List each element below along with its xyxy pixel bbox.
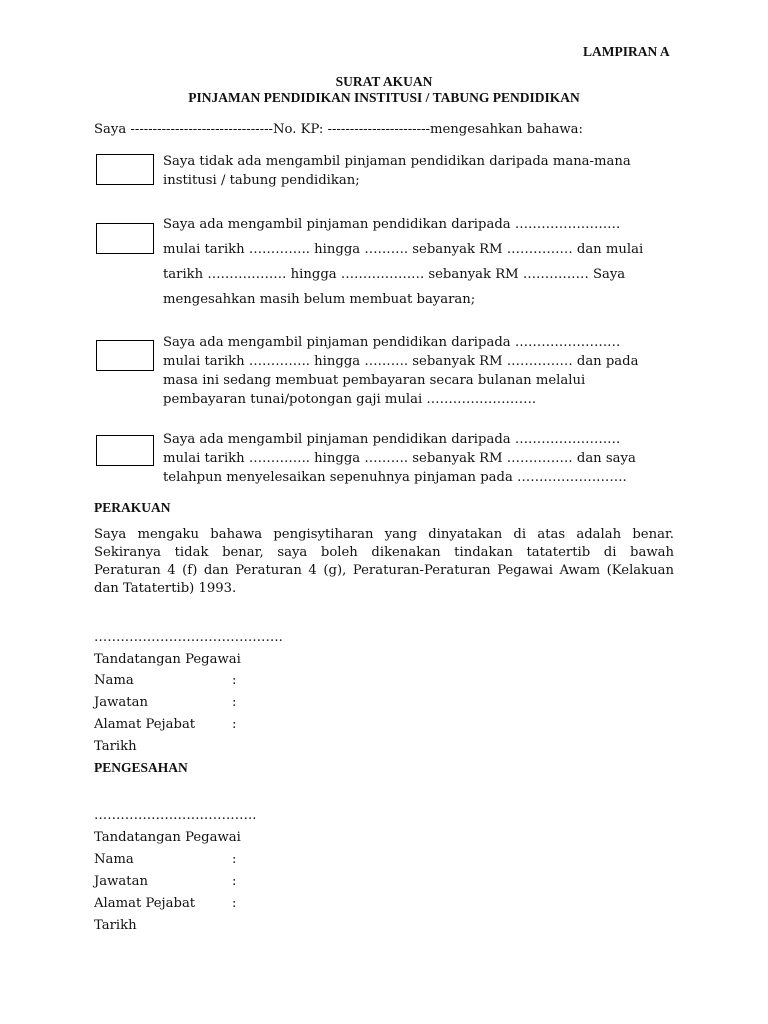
option-4-line: Saya ada mengambil pinjaman pendidikan daripada …………………… <box>163 432 621 447</box>
option-2-line: mengesahkan masih belum membuat bayaran; <box>163 292 476 307</box>
field-colon: : <box>232 874 237 889</box>
field-colon: : <box>232 852 237 867</box>
option-3-line: masa ini sedang membuat pembayaran secara bulanan melalui <box>163 373 586 388</box>
field-colon: : <box>232 717 237 732</box>
option-4-checkbox[interactable] <box>96 435 154 466</box>
option-2-checkbox[interactable] <box>96 223 154 254</box>
option-2-line: Saya ada mengambil pinjaman pendidikan daripada …………………… <box>163 217 621 232</box>
option-1-line: institusi / tabung pendidikan; <box>163 173 360 188</box>
perakuan-line: Saya mengaku bahawa pengisytiharan yang dinyatakan di atas adalah benar. <box>94 527 674 542</box>
field-tarikh-label: Tarikh <box>94 739 137 754</box>
option-3-line: pembayaran tunai/potongan gaji mulai ……………………. <box>163 392 537 407</box>
option-3-line: mulai tarikh ………….. hingga ………. sebanyak RM …………… dan pada <box>163 354 639 369</box>
field-nama-label: Nama <box>94 852 134 867</box>
option-1-text <box>163 152 683 190</box>
field-tarikh-label: Tarikh <box>94 918 137 933</box>
option-4-text <box>163 430 683 487</box>
lampiran-label: LAMPIRAN A <box>583 44 670 59</box>
option-2-line: mulai tarikh ………….. hingga ………. sebanyak RM …………… dan mulai <box>163 242 644 257</box>
field-jawatan-label: Jawatan <box>94 874 148 889</box>
field-alamat-label: Alamat Pejabat <box>94 896 196 911</box>
perakuan-line: Sekiranya tidak benar, saya boleh dikenakan tindakan tatatertib di bawah <box>94 545 674 560</box>
signature-line: ……………………………………. <box>94 630 283 645</box>
option-3-line: Saya ada mengambil pinjaman pendidikan daripada …………………… <box>163 335 621 350</box>
option-1-checkbox[interactable] <box>96 154 154 185</box>
signature-label: Tandatangan Pegawai <box>94 830 241 845</box>
declaration-line: Saya --------------------------------No. KP: -----------------------mengesahkan bahawa: <box>94 122 583 137</box>
field-colon: : <box>232 896 237 911</box>
field-colon: : <box>232 695 237 710</box>
field-colon: : <box>232 673 237 688</box>
pengesahan-heading: PENGESAHAN <box>94 760 188 775</box>
field-jawatan-label: Jawatan <box>94 695 148 710</box>
option-3-checkbox[interactable] <box>96 340 154 371</box>
option-3-text <box>163 333 683 409</box>
signature-line: ………………………………. <box>94 808 257 823</box>
option-4-line: telahpun menyelesaikan sepenuhnya pinjaman pada ……………………. <box>163 470 627 485</box>
perakuan-paragraph <box>94 526 674 598</box>
option-4-line: mulai tarikh ………….. hingga ………. sebanyak RM …………… dan saya <box>163 451 636 466</box>
perakuan-line: dan Tatatertib) 1993. <box>94 581 237 596</box>
option-2-line: tarikh ……………… hingga ………………. sebanyak RM …………… Saya <box>163 267 626 282</box>
perakuan-line: Peraturan 4 (f) dan Peraturan 4 (g), Peraturan-Peraturan Pegawai Awam (Kelakuan <box>94 563 674 578</box>
field-nama-label: Nama <box>94 673 134 688</box>
perakuan-heading: PERAKUAN <box>94 500 171 515</box>
document-subtitle: PINJAMAN PENDIDIKAN INSTITUSI / TABUNG PENDIDIKAN <box>188 90 580 105</box>
document-title: SURAT AKUAN <box>335 74 433 89</box>
option-1-line: Saya tidak ada mengambil pinjaman pendidikan daripada mana-mana <box>163 154 631 169</box>
option-2-text <box>163 212 683 312</box>
signature-label: Tandatangan Pegawai <box>94 652 241 667</box>
field-alamat-label: Alamat Pejabat <box>94 717 196 732</box>
